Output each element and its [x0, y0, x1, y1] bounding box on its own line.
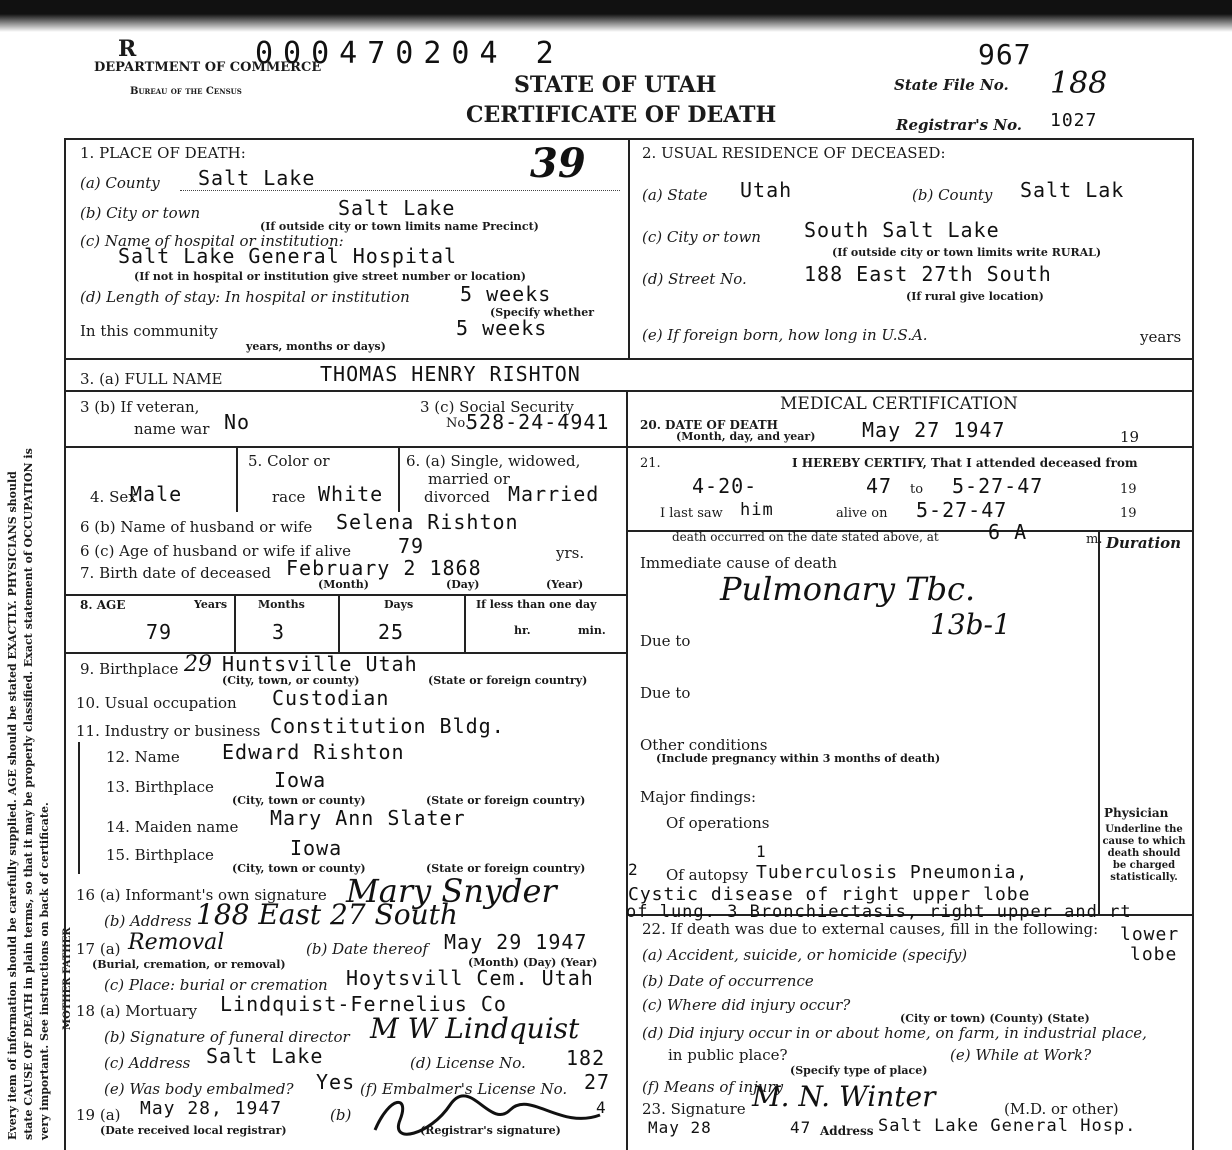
- ss-no-label: No.: [446, 416, 470, 431]
- where-sub: (City or town) (County) (State): [900, 1012, 1090, 1025]
- birthplace-label: 9. Birthplace: [80, 660, 179, 678]
- father-name-value: Edward Rishton: [222, 740, 405, 764]
- operations-label: Of operations: [666, 814, 770, 832]
- certify-number: 21.: [640, 456, 661, 471]
- full-name-value: THOMAS HENRY RISHTON: [320, 362, 581, 386]
- informant-signature: Mary Snyder: [346, 872, 557, 910]
- divider-sex-color: [236, 446, 238, 512]
- father-birth-label: 13. Birthplace: [106, 778, 214, 796]
- finding-number-1: 1: [756, 842, 767, 861]
- due-to-1: Due to: [640, 632, 691, 650]
- home-label: (d) Did injury occur in or about home, on farm, in industrial place,: [642, 1024, 1147, 1042]
- birthplace-value: Huntsville Utah: [222, 652, 418, 676]
- mother-name-value: Mary Ann Slater: [270, 806, 466, 830]
- accident-label: (a) Accident, suicide, or homicide (specify): [642, 946, 968, 964]
- signature-label: 23. Signature: [642, 1100, 746, 1118]
- city-note: (If outside city or town limits name Precinct): [260, 220, 539, 233]
- res-street-label: (d) Street No.: [642, 270, 747, 288]
- autopsy-line-2: Cystic disease of right upper lobe: [628, 884, 1031, 905]
- frame-left: [64, 138, 66, 1150]
- marital-value: Married: [508, 482, 600, 506]
- birth-day-sub: (Day): [446, 578, 480, 591]
- spouse-label: 6 (b) Name of husband or wife: [80, 518, 313, 536]
- ss-value: 528-24-4941: [466, 410, 610, 434]
- embalmed-value: Yes: [316, 1070, 356, 1094]
- age-col-3: [464, 594, 466, 652]
- death-date-nineteen: 19: [1120, 428, 1140, 446]
- frame-mid-top: [628, 138, 630, 360]
- age-months-value: 3: [272, 620, 286, 644]
- spouse-value: Selena Rishton: [336, 510, 519, 534]
- signature-date: May 28: [648, 1118, 712, 1137]
- death-date-label: 20. DATE OF DEATH: [640, 418, 778, 432]
- hospital-note: (If not in hospital or institution give street number or location): [134, 270, 526, 283]
- res-state-value: Utah: [740, 178, 793, 202]
- hospital-value: Salt Lake General Hospital: [118, 244, 458, 268]
- director-signature: M W Lindquist: [370, 1012, 580, 1045]
- res-foreign-label: (e) If foreign born, how long in U.S.A.: [642, 326, 928, 344]
- sidebar-line-2: state CAUSE OF DEATH in plain terms, so that it may be properly classified. Exact statement of OCCUPATION is: [22, 448, 35, 1140]
- yrs-label: yrs.: [556, 544, 585, 562]
- license-value: 182: [566, 1046, 606, 1070]
- divider-color-marital: [398, 446, 400, 512]
- birthplace-hand: 29: [184, 652, 212, 677]
- cause-code: 13b-1: [930, 608, 1011, 641]
- state-file-number: 967: [978, 38, 1032, 71]
- hr-label: hr.: [514, 624, 531, 637]
- full-name-label: 3. (a) FULL NAME: [80, 370, 223, 388]
- hospital-label: (c) Name of hospital or institution:: [80, 232, 344, 250]
- state-file-label: State File No.: [894, 76, 1009, 94]
- removal-value: Removal: [128, 930, 225, 955]
- embalmer-value: 27: [584, 1070, 611, 1094]
- registrar-num: 4: [596, 1098, 607, 1117]
- city-value: Salt Lake: [338, 196, 456, 220]
- sidebar-line-3: very important. See instructions on back of certificate.: [38, 802, 51, 1140]
- registrar-signature-scribble: [370, 1090, 610, 1140]
- industry-value: Constitution Bldg.: [270, 714, 505, 738]
- physician-address-value: Salt Lake General Hosp.: [878, 1116, 1137, 1136]
- stay-value: 5 weeks: [460, 282, 552, 306]
- removal-label: 17 (a): [76, 940, 121, 958]
- death-date-value: May 27 1947: [862, 418, 1006, 442]
- ss-label: 3 (c) Social Security: [420, 398, 574, 416]
- medical-heading: MEDICAL CERTIFICATION: [780, 394, 1018, 414]
- signature-year: 47: [790, 1118, 812, 1137]
- age-days-label: Days: [384, 598, 414, 611]
- attended-from: 4-20-: [692, 474, 758, 498]
- specify-place-sub: (Specify type of place): [790, 1064, 928, 1077]
- age-months-label: Months: [258, 598, 305, 611]
- divider-sex: [64, 446, 1192, 448]
- res-city-note: (If outside city or town limits write RURAL): [832, 246, 1102, 259]
- certificate-title: CERTIFICATE OF DEATH: [466, 102, 777, 128]
- duration-column: [1098, 530, 1100, 914]
- external-label: 22. If death was due to external causes, fill in the following:: [642, 920, 1099, 938]
- race-value: White: [318, 482, 384, 506]
- physician-note: Underline the cause to which death should be charged statistically.: [1102, 824, 1186, 883]
- embalmer-label: (f) Embalmer's License No.: [360, 1080, 568, 1098]
- removal-date-sub: (Month) (Day) (Year): [468, 956, 598, 969]
- removal-date-label: (b) Date thereof: [306, 940, 428, 958]
- age-years-label: Years: [194, 598, 228, 611]
- informant-label: 16 (a) Informant's own signature: [76, 886, 327, 904]
- occupation-value: Custodian: [272, 686, 390, 710]
- county-value: Salt Lake: [198, 166, 316, 190]
- received-label: 19 (a): [76, 1106, 121, 1124]
- autopsy-line-4: lower: [1120, 924, 1180, 945]
- birth-month-sub: (Month): [318, 578, 369, 591]
- age-years-value: 79: [146, 620, 173, 644]
- father-state-sub: (State or foreign country): [426, 794, 586, 807]
- work-label: (e) While at Work?: [950, 1046, 1092, 1064]
- license-label: (d) License No.: [410, 1054, 526, 1072]
- community-label: In this community: [80, 322, 218, 340]
- mortuary-address-value: Salt Lake: [206, 1044, 324, 1068]
- autopsy-line-5: lobe: [1130, 944, 1178, 965]
- mortuary-value: Lindquist-Fernelius Co: [220, 992, 507, 1016]
- autopsy-line-1: Tuberculosis Pneumonia,: [756, 862, 1029, 883]
- alive-on-label: alive on: [836, 506, 888, 521]
- res-foreign-years: years: [1140, 328, 1182, 346]
- mother-father-label: MOTHER FATHER: [62, 927, 73, 1030]
- md-label: (M.D. or other): [1004, 1100, 1119, 1118]
- res-street-note: (If rural give location): [906, 290, 1044, 303]
- county-line: [180, 190, 620, 191]
- immediate-label: Immediate cause of death: [640, 554, 838, 572]
- attended-year: 47: [866, 474, 893, 498]
- death-date-sub: (Month, day, and year): [676, 430, 816, 443]
- spouse-age-label: 6 (c) Age of husband or wife if alive: [80, 542, 352, 560]
- bureau-label: Bureau of the Census: [130, 86, 242, 97]
- mother-birth-label: 15. Birthplace: [106, 846, 214, 864]
- city-label: (b) City or town: [80, 204, 201, 222]
- to-label: to: [910, 482, 924, 497]
- state-file-handwritten: 188: [1050, 66, 1108, 101]
- father-birth-value: Iowa: [274, 768, 327, 792]
- certify-label: I HEREBY CERTIFY, That I attended deceased from: [792, 456, 1138, 470]
- birth-date-value: February 2 1868: [286, 556, 482, 580]
- units-note: years, months or days): [246, 340, 386, 353]
- color-label: 5. Color or: [248, 452, 330, 470]
- burial-place-label: (c) Place: burial or cremation: [104, 976, 328, 994]
- state-heading: STATE OF UTAH: [514, 72, 717, 98]
- age-col-1: [234, 594, 236, 652]
- public-label: in public place?: [668, 1046, 788, 1064]
- serial-number: 000470204 2: [255, 36, 564, 71]
- industry-label: 11. Industry or business: [76, 722, 261, 740]
- county-label: (a) County: [80, 174, 160, 192]
- attended-to: 5-27-47: [952, 474, 1044, 498]
- veteran-label: 3 (b) If veteran,: [80, 398, 200, 416]
- divider-veteran: [64, 390, 1192, 392]
- birthplace-city-sub: (City, town, or county): [222, 674, 360, 687]
- residence-heading: 2. USUAL RESIDENCE OF DECEASED:: [642, 144, 946, 162]
- scan-top-edge: [0, 0, 1232, 32]
- director-label: (b) Signature of funeral director: [104, 1028, 350, 1046]
- birth-year-sub: (Year): [546, 578, 584, 591]
- marital-label-3: divorced: [424, 488, 490, 506]
- informant-address: 188 East 27 South: [196, 898, 458, 931]
- occupation-label: 10. Usual occupation: [76, 694, 237, 712]
- registrar-sig-label: (b): [330, 1106, 352, 1124]
- time-value: 6 A: [988, 520, 1028, 544]
- marital-label-1: 6. (a) Single, widowed,: [406, 452, 581, 470]
- father-city-sub: (City, town or county): [232, 794, 366, 807]
- removal-sub: (Burial, cremation, or removal): [92, 958, 286, 971]
- marital-label-2: married or: [428, 470, 510, 488]
- min-label: min.: [578, 624, 606, 637]
- where-label: (c) Where did injury occur?: [642, 996, 851, 1014]
- registrar-sub: (Registrar's signature): [420, 1124, 561, 1137]
- alive-nineteen: 19: [1120, 506, 1137, 521]
- mother-name-label: 14. Maiden name: [106, 818, 239, 836]
- attended-nineteen: 19: [1120, 482, 1137, 497]
- age-label: 8. AGE: [80, 598, 126, 612]
- spouse-age-value: 79: [398, 534, 425, 558]
- major-findings-label: Major findings:: [640, 788, 757, 806]
- received-value: May 28, 1947: [140, 1098, 283, 1119]
- birth-date-label: 7. Birth date of deceased: [80, 564, 271, 582]
- registrar-label: Registrar's No.: [896, 116, 1023, 134]
- finding-number-2: 2: [628, 860, 639, 879]
- res-city-label: (c) City or town: [642, 228, 761, 246]
- embalmed-label: (e) Was body embalmed?: [104, 1080, 294, 1098]
- veteran-value: No: [224, 410, 251, 434]
- informant-address-label: (b) Address: [104, 912, 192, 930]
- res-city-value: South Salt Lake: [804, 218, 1000, 242]
- registrar-number: 1027: [1050, 110, 1098, 131]
- race-label: race: [272, 488, 306, 506]
- corner-mark: R: [118, 36, 137, 62]
- res-county-value: Salt Lak: [1020, 178, 1125, 202]
- due-to-2: Due to: [640, 684, 691, 702]
- duration-label: Duration: [1106, 534, 1182, 552]
- war-label: name war: [134, 420, 210, 438]
- occurred-label: death occurred on the date stated above, at: [672, 530, 939, 544]
- divider-age: [64, 594, 626, 596]
- divider-name: [64, 358, 1192, 360]
- mother-city-sub: (City, town or county): [232, 862, 366, 875]
- sex-value: Male: [130, 482, 183, 506]
- physician-box-label: Physician: [1104, 806, 1169, 820]
- res-state-label: (a) State: [642, 186, 708, 204]
- removal-date-value: May 29 1947: [444, 930, 588, 954]
- other-conditions-sub: (Include pregnancy within 3 months of death): [656, 752, 941, 765]
- instruction-sidebar: [0, 150, 73, 1150]
- handwritten-mark: 39: [530, 140, 586, 187]
- last-saw-label: I last saw: [660, 506, 723, 521]
- stay-label: (d) Length of stay: In hospital or institution: [80, 288, 410, 306]
- age-col-2: [338, 594, 340, 652]
- autopsy-line-3: of lung. 3 Bronchiectasis, right upper and rt: [626, 902, 1132, 922]
- physician-address-label: Address: [820, 1124, 874, 1138]
- age-days-value: 25: [378, 620, 405, 644]
- means-label: (f) Means of injury: [642, 1078, 784, 1096]
- mother-state-sub: (State or foreign country): [426, 862, 586, 875]
- mortuary-address-label: (c) Address: [104, 1054, 191, 1072]
- frame-mid-bottom: [626, 390, 628, 1150]
- autopsy-label: Of autopsy: [666, 866, 749, 884]
- immediate-cause: Pulmonary Tbc.: [720, 570, 976, 608]
- sidebar-line-1: Every item of information should be carefully supplied. AGE should be stated EXACTLY. PHYSICIANS should: [6, 471, 19, 1140]
- sex-label: 4. Sex: [90, 488, 137, 506]
- birthplace-state-sub: (State or foreign country): [428, 674, 588, 687]
- specify-note: (Specify whether: [490, 306, 595, 319]
- community-value: 5 weeks: [456, 316, 548, 340]
- alive-on-value: 5-27-47: [916, 498, 1008, 522]
- department-label: DEPARTMENT OF COMMERCE: [94, 60, 322, 75]
- him-value: him: [740, 500, 774, 520]
- parents-bracket: [78, 742, 80, 874]
- occurrence-label: (b) Date of occurrence: [642, 972, 814, 990]
- res-street-value: 188 East 27th South: [804, 262, 1052, 286]
- received-sub: (Date received local registrar): [100, 1124, 287, 1137]
- physician-signature: M. N. Winter: [752, 1080, 936, 1113]
- place-of-death-heading: 1. PLACE OF DEATH:: [80, 144, 246, 162]
- m-label: m.: [1086, 532, 1103, 547]
- mother-birth-value: Iowa: [290, 836, 343, 860]
- age-less-label: If less than one day: [476, 598, 597, 611]
- mortuary-label: 18 (a) Mortuary: [76, 1002, 198, 1020]
- father-name-label: 12. Name: [106, 748, 180, 766]
- res-county-label: (b) County: [912, 186, 993, 204]
- other-conditions-label: Other conditions: [640, 736, 768, 754]
- frame-right: [1192, 138, 1194, 1150]
- burial-place-value: Hoytsvill Cem. Utah: [346, 966, 594, 990]
